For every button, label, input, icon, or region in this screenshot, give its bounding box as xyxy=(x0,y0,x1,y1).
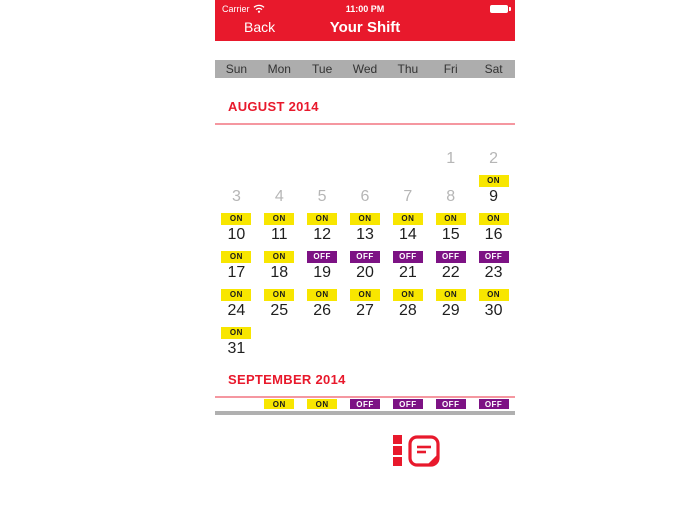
bottom-toolbar xyxy=(215,435,515,467)
shift-badge: ON xyxy=(221,327,251,339)
calendar-date[interactable]: 31 xyxy=(227,340,246,357)
status-bar xyxy=(215,0,515,14)
shift-badge-row xyxy=(215,137,515,150)
calendar-week xyxy=(215,213,515,244)
shift-badge: ON xyxy=(479,213,509,225)
shift-badge: ON xyxy=(221,289,251,301)
calendar-date[interactable]: 16 xyxy=(484,226,503,243)
shift-badge: ON xyxy=(264,399,294,409)
calendar-date[interactable]: 19 xyxy=(313,264,332,281)
shift-badge: ON xyxy=(264,213,294,225)
weekday-label: Mon xyxy=(267,62,291,76)
calendar-date[interactable]: 8 xyxy=(446,188,456,205)
shift-badge: ON xyxy=(307,399,337,409)
date-row xyxy=(215,264,515,282)
carrier-label: Carrier xyxy=(222,3,250,14)
calendar-week xyxy=(215,399,515,409)
calendar-date[interactable]: 30 xyxy=(484,302,503,319)
month-divider xyxy=(215,396,515,398)
weekday-label: Sun xyxy=(225,62,248,76)
shift-badge: OFF xyxy=(436,251,466,263)
shift-badge: OFF xyxy=(436,399,466,409)
shift-badge: ON xyxy=(479,175,509,187)
calendar-date[interactable]: 17 xyxy=(227,264,246,281)
weekday-label: Thu xyxy=(397,62,419,76)
shift-badge: OFF xyxy=(479,251,509,263)
shift-badge: ON xyxy=(264,251,294,263)
calendar-date[interactable]: 26 xyxy=(313,302,332,319)
weekday-label: Tue xyxy=(312,62,333,76)
month-divider xyxy=(215,123,515,125)
calendar-week xyxy=(215,251,515,282)
shift-badge-row xyxy=(215,399,515,409)
shift-badge: ON xyxy=(479,289,509,301)
shift-badge-row xyxy=(215,175,515,188)
calendar-date[interactable]: 21 xyxy=(398,264,417,281)
shift-badge: ON xyxy=(264,289,294,301)
shift-badge: OFF xyxy=(479,399,509,409)
shift-badge: ON xyxy=(436,289,466,301)
clipped-badge-row xyxy=(215,399,515,409)
month-title-september: SEPTEMBER 2014 xyxy=(228,372,346,387)
calendar-date[interactable]: 3 xyxy=(231,188,241,205)
calendar-date[interactable]: 1 xyxy=(446,150,456,167)
shift-badge: ON xyxy=(393,289,423,301)
calendar-date[interactable]: 28 xyxy=(398,302,417,319)
wifi-icon xyxy=(253,4,265,13)
shift-badge: ON xyxy=(221,213,251,225)
month-title-august: AUGUST 2014 xyxy=(228,99,319,114)
shift-badge: OFF xyxy=(393,399,423,409)
weekday-label: Fri xyxy=(443,62,458,76)
calendar-date[interactable]: 22 xyxy=(441,264,460,281)
back-button[interactable]: Back xyxy=(244,19,276,35)
app-header xyxy=(215,0,515,41)
shift-badge-row xyxy=(215,213,515,226)
calendar-date[interactable]: 11 xyxy=(270,226,288,243)
calendar-date[interactable]: 13 xyxy=(356,226,374,243)
weekday-header-row xyxy=(215,60,515,78)
shift-badge: ON xyxy=(221,251,251,263)
shift-badge: ON xyxy=(307,289,337,301)
calendar-date[interactable]: 7 xyxy=(403,188,413,205)
date-row xyxy=(215,340,515,358)
shift-badge-row xyxy=(215,251,515,264)
calendar-week xyxy=(215,175,515,206)
date-row xyxy=(215,302,515,320)
shift-badge: ON xyxy=(350,289,380,301)
weekday-label: Wed xyxy=(352,62,378,76)
calendar-date[interactable]: 18 xyxy=(270,264,289,281)
calendar-date[interactable]: 15 xyxy=(441,226,460,243)
legend-squares-icon[interactable] xyxy=(393,435,402,466)
calendar-date[interactable]: 25 xyxy=(270,302,289,319)
calendar-date[interactable]: 20 xyxy=(356,264,374,281)
september-calendar xyxy=(215,399,515,409)
calendar-date[interactable]: 24 xyxy=(227,302,246,319)
shift-badge: ON xyxy=(393,213,423,225)
calendar-date[interactable]: 14 xyxy=(398,226,417,243)
battery-icon xyxy=(490,5,508,13)
date-row xyxy=(215,188,515,206)
shift-badge: ON xyxy=(436,213,466,225)
calendar-week xyxy=(215,137,515,168)
page-title: Your Shift xyxy=(329,18,401,36)
calendar-date[interactable]: 4 xyxy=(274,188,284,205)
nav-bar xyxy=(215,14,515,40)
app-screen xyxy=(215,0,515,513)
calendar-week xyxy=(215,327,515,358)
date-row xyxy=(215,150,515,168)
status-time: 11:00 PM xyxy=(345,3,385,14)
shift-badge: OFF xyxy=(350,251,380,263)
section-divider xyxy=(215,411,515,415)
shift-badge: OFF xyxy=(350,399,380,409)
calendar-date[interactable]: 2 xyxy=(489,150,499,167)
weekday-label: Sat xyxy=(484,62,503,76)
shift-badge: OFF xyxy=(307,251,337,263)
date-row xyxy=(215,226,515,244)
calendar-date[interactable]: 12 xyxy=(313,226,332,243)
shift-badge: ON xyxy=(350,213,380,225)
calendar-date[interactable]: 6 xyxy=(360,188,370,205)
calendar-date[interactable]: 9 xyxy=(489,188,499,205)
shift-badge: ON xyxy=(307,213,337,225)
calendar-date[interactable]: 29 xyxy=(441,302,460,319)
shift-badge: OFF xyxy=(393,251,423,263)
august-calendar xyxy=(215,137,515,358)
shift-badge-row xyxy=(215,327,515,340)
calendar-date[interactable]: 27 xyxy=(356,302,374,319)
shift-badge-row xyxy=(215,289,515,302)
calendar-week xyxy=(215,289,515,320)
calendar-date[interactable]: 5 xyxy=(317,188,327,205)
calendar-date[interactable]: 10 xyxy=(227,226,246,243)
notes-icon[interactable] xyxy=(408,435,440,467)
calendar-date[interactable]: 23 xyxy=(484,264,503,281)
